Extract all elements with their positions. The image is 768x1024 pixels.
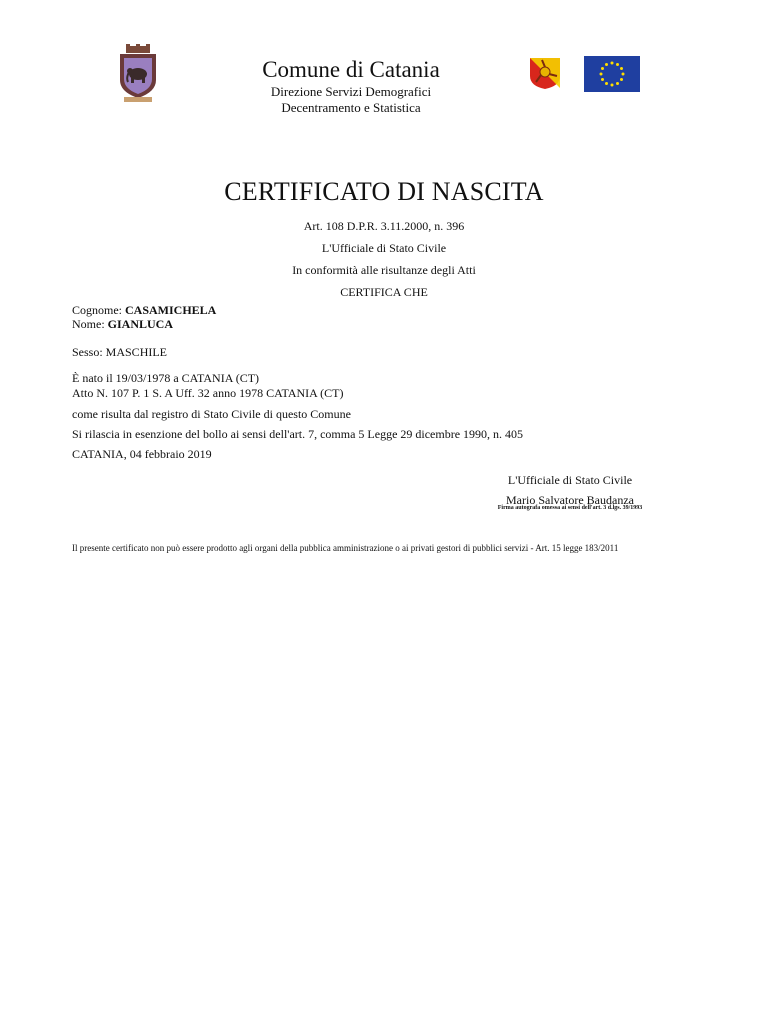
sicily-trinacria-emblem-icon [528,56,562,90]
signature-role: L'Ufficiale di Stato Civile [507,473,633,487]
officer-line: L'Ufficiale di Stato Civile [321,241,447,255]
catania-coat-of-arms-icon [116,44,160,104]
name-value: GIANLUCA [107,317,174,331]
birth-line: È nato il 19/03/1978 a CATANIA (CT) [72,371,260,385]
signature-name: Mario Salvatore Baudanza [506,493,634,507]
surname-label: Cognome: [72,303,125,317]
act-line: Atto N. 107 P. 1 S. A Uff. 32 anno 1978 CATANIA (CT) [72,386,344,400]
municipality-title: Comune di Catania [262,57,440,82]
certifies-line: CERTIFICA CHE [340,285,428,299]
signature-note: Firma autografa omessa ai sensi dell'art. 3 d.lgs. 39/1993 [497,505,643,511]
name-label: Nome: [72,317,108,331]
footer-note: Il presente certificato non può essere prodotto agli organi della pubblica amministrazione o ai privati gestori di pubblici servizi - Art. 15 legge 183/2011 [72,543,619,553]
sex-line: Sesso: MASCHILE [72,345,168,359]
legal-article: Art. 108 D.P.R. 3.11.2000, n. 396 [303,219,465,233]
department-line-2: Decentramento e Statistica [281,100,421,115]
surname-row [72,303,216,317]
certificate-title: CERTIFICATO DI NASCITA [224,177,544,206]
surname-value: CASAMICHELA [125,303,217,317]
department-line-1: Direzione Servizi Demografici [270,84,432,99]
stamp-exemption-line: Si rilascia in esenzione del bollo ai sensi dell'art. 7, comma 5 Legge 29 dicembre 1990, n. 405 [72,427,524,441]
eu-flag-icon [584,56,640,92]
conformity-line: In conformità alle risultanze degli Atti [292,263,476,277]
name-row [72,317,173,331]
registry-line: come risulta dal registro di Stato Civile di questo Comune [72,407,351,421]
place-date: CATANIA, 04 febbraio 2019 [72,447,212,461]
